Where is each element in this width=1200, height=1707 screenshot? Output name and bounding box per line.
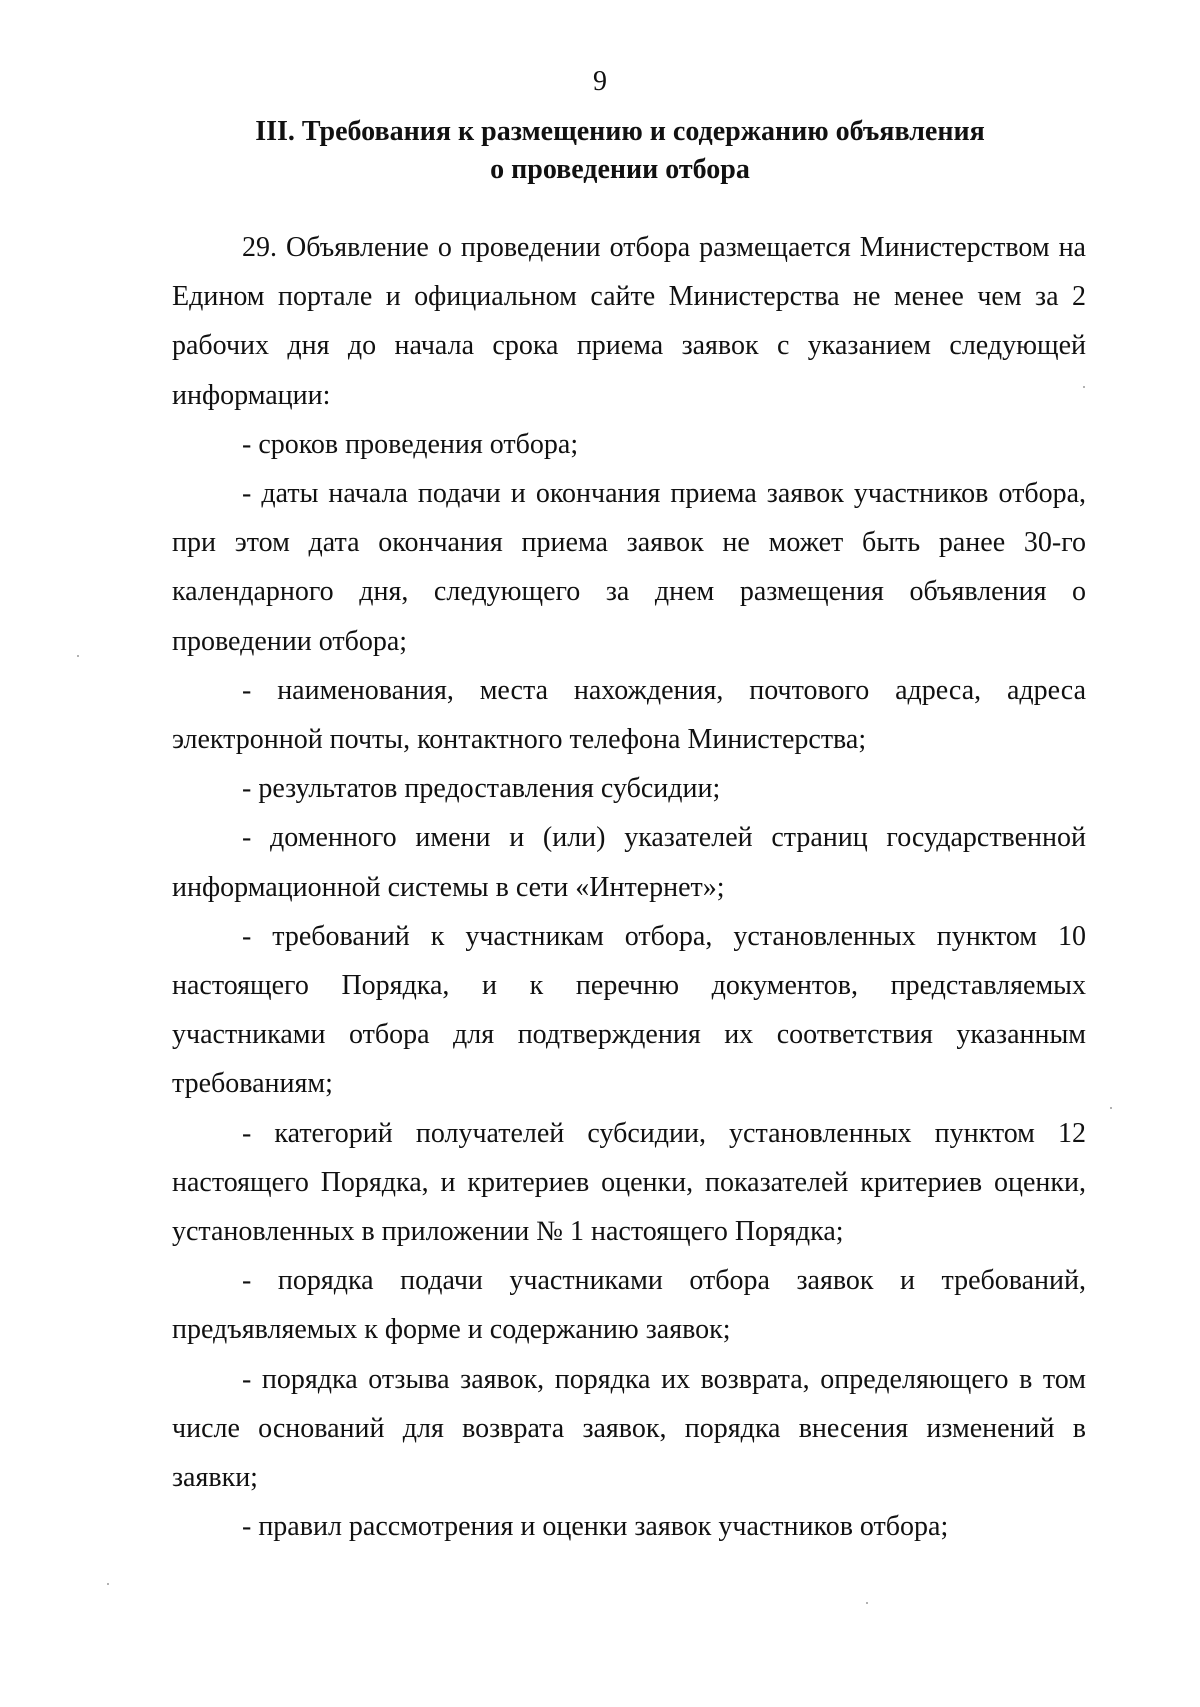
scan-speck (1110, 1107, 1112, 1109)
list-item-subsidy-results: - результатов предоставления субсидии; (242, 773, 721, 805)
section-title-line-1: III. Требования к размещению и содержанию объявления (255, 116, 985, 147)
list-item-application-procedure: - порядка подачи участниками отбора заявок и требований, предъявляемых к форме и содержанию заявок; (172, 1265, 1086, 1346)
page-number: 9 (593, 66, 607, 97)
scan-speck (77, 655, 79, 657)
document-body (172, 223, 1086, 1551)
list-item-application-dates: - даты начала подачи и окончания приема заявок участников отбора, при этом дата окончания приема заявок не может быть ранее 30-го календарного дня, следующего за днем размещения объявления о проведении отбора; (172, 478, 1086, 657)
paragraph-29-intro: 29. Объявление о проведении отбора размещается Министерством на Едином портале и официальном сайте Министерства не менее чем за 2 рабочих дня до начала срока приема заявок с указанием следующей информации: (172, 232, 1086, 411)
section-title (140, 113, 1100, 189)
list-item-selection-dates: - сроков проведения отбора; (242, 428, 579, 460)
section-title-line-2: о проведении отбора (490, 154, 750, 185)
list-item-participant-requirements: - требований к участникам отбора, установленных пунктом 10 настоящего Порядка, и к перечню документов, представляемых участниками отбора для подтверждения их соответствия указанным требованиям; (172, 920, 1086, 1100)
list-item-withdrawal-procedure: - порядка отзыва заявок, порядка их возврата, определяющего в том числе оснований для возврата заявок, порядка внесения изменений в заявки; (172, 1363, 1086, 1494)
list-item-evaluation-rules: - правил рассмотрения и оценки заявок участников отбора; (242, 1511, 949, 1543)
scan-speck (107, 1583, 109, 1585)
scan-speck (866, 1602, 868, 1604)
list-item-domain-name: - доменного имени и (или) указателей страниц государственной информационной системы в сети «Интернет»; (172, 822, 1086, 903)
list-item-ministry-contacts: - наименования, места нахождения, почтового адреса, адреса электронной почты, контактного телефона Министерства; (172, 674, 1086, 756)
scan-speck (1083, 386, 1085, 388)
list-item-recipient-categories: - категорий получателей субсидии, установленных пунктом 12 настоящего Порядка, и критериев оценки, показателей критериев оценки, установленных в приложении № 1 настоящего Порядка; (172, 1117, 1086, 1248)
